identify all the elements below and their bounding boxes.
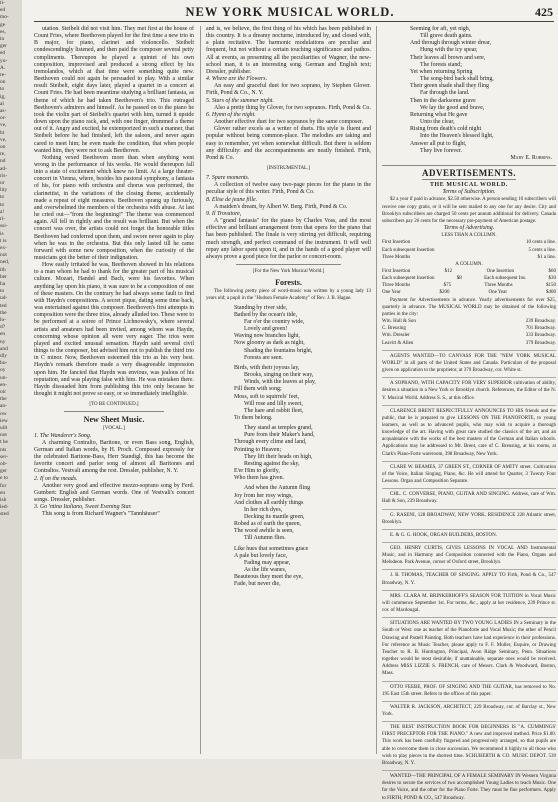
agent-name: Leavitt & Allen xyxy=(382,340,414,346)
previous-page-fragment: re, xyxy=(0,151,6,158)
rate-cell: Each subsequent Insertion xyxy=(382,276,435,282)
rate-row xyxy=(382,239,556,246)
poem-line: Answer all put to flight, xyxy=(410,140,467,147)
poem-source: [For the New York Musical World.] xyxy=(252,269,325,274)
advertisement: MRS. CLARA M. BRINKERHOFF'S SEASON FOR TUITION in Vocal Music will commence September 1st. For terms, &c., apply at her residence, 239 Prince st. cor. of Macdougal. xyxy=(382,590,556,614)
previous-page-fragment: oir xyxy=(0,388,6,395)
previous-page-fragment: a! xyxy=(0,208,5,215)
poem-line: Rising from death's cold night xyxy=(410,126,482,133)
rate-cell: $30 xyxy=(548,276,556,282)
poem-line: And clothes all earthly things xyxy=(234,499,304,506)
rate-cell: $200 xyxy=(439,290,450,296)
poem-line: They lift their heads on high, xyxy=(244,453,313,460)
poem-body xyxy=(206,305,371,589)
previous-page-fragment: ber xyxy=(0,273,7,280)
rate-row xyxy=(382,282,556,289)
item-text: A "grand fantasia" for the piano by Charles Voss, and the most effective and brilliant arrangement from that opera for the piano that has been published. The finale is very stirring yet difficult, requiring much strength, and perfect command of the instrument. It will well repay any labor spent upon it, and in the hands of a good player will always prove a good piece for the parlor or concert-room. xyxy=(206,218,371,260)
poem-line: Beauteous they meet the eye, xyxy=(234,574,303,581)
rate-cell: $60 xyxy=(548,269,556,274)
column-1 xyxy=(34,26,194,756)
previous-page-fragment: yo- xyxy=(0,57,8,64)
advertisement: AGENTS WANTED—TO CANVASS FOR THE "NEW YORK MUSICAL WORLD" in all parts of the United States and Canada. Particulars of the proposal given on application to the proprietor, at 379 Broadway, cor. White st. xyxy=(382,350,556,374)
poem-line: Lovely and green! xyxy=(244,326,288,333)
rates-subheading: LESS THAN A COLUMN. xyxy=(441,233,497,239)
item-text: An easy and graceful duet for two soprano, by Stephen Glover. Firth, Pond & Co., N. Y. xyxy=(206,83,371,97)
poem-continuation xyxy=(382,26,556,155)
poem-line: Who them has given. xyxy=(234,475,285,482)
advertisements-heading: ADVERTISEMENTS. xyxy=(422,167,516,178)
advertisement: WALTER R. JACKSON, ARCHITECT, 229 Broadway, cor. of Barclay st., New York. xyxy=(382,701,556,718)
previous-page-fragment: the xyxy=(0,396,7,403)
advertisement: CLARE W. BEAMES, 37 GREEN ST., CORNER OF AMITY street. Cultivation of the Voice, Italian Singing, Piano, &c. He will attend for Quarter, 3 Twenty Four Lessons. Organ and Composition Separate. xyxy=(382,461,556,485)
rate-value: 10 cents a line. xyxy=(526,240,556,246)
rate-cell: $75 xyxy=(443,283,452,289)
item-text: A maiden's dream, by Albert W. Berg. Firth, Pond & Co. xyxy=(214,203,348,210)
poem-line: Far o'er the country wide, xyxy=(244,318,305,325)
previous-page-fragment: led- xyxy=(0,504,9,511)
advertisement: THE BEST INSTRUCTION BOOK FOR BEGINNERS IS "A. CUMMINGS' FIRST PRECEPTOR FOR THE PIANO." A new and improved method. Price $1.00. This work has been carefully fingered and progressively arranged, so that pupils are able to overcome them in close succession. We recommend it highly to all those who wish to play pieces in the shortest time. SCHUBERTH & CO. MUSIC DEPOT. 539 Broadway, N. Y. xyxy=(382,721,556,767)
poem-line: And when the Autumn fling xyxy=(244,485,311,492)
poem-title: Forests. xyxy=(275,278,302,288)
previous-page-fragment: en xyxy=(0,489,6,496)
item-title: 5. Stars of the summer night. xyxy=(206,97,274,104)
item-text: A charming Contralto, Baritone, or even Bass song, English, German and Italian words, by H. Proch. Composed expressly for the celebrated Baritone-Bass, Herr Standigl, this has become the favorite concert and parlor song of almost all Baritones and Contraltos. Vestvali among the rest. Dressler, publisher, N. Y. xyxy=(34,439,194,475)
agent-row xyxy=(382,325,556,332)
article-paragraph: How easily irritated he was, Beethoven showed in his relations to a man whom he had to thank for the greater part of his musical culture. Mozart, Handel and Bach, were his favorites. When anything lay upon his piano, it was sure to be a composition of one of these masters. On the contrary he had always some fault to find with Haydn's compositions. A secret pique, dating some time back, was entertained against this composer. Beethoven's first attempts in composition were the three trios, already alluded too. These were to be performed at a soiree of Prince Lichnowsky's, where several artists and amateurs had been invited, among whom was Haydn, concerning whose opinion all were very eager. The trios were played and excited unusual sensation. Haydn said several civil things to the composer, but advised him not to publish the third trio in C minor. Now, Beethoven esteemed this trio as his very best. Haydn's remark therefore made a very disagreeable impression upon him. He fancied that Haydn was envious, was jealous of his reputation, and was playing false with him. He was mistaken there. Haydn dissuaded him from publishing this trio only because he thought it might not prove so easy, or so immediately intelligible. xyxy=(34,262,194,397)
previous-page-fragment: ho- xyxy=(0,360,8,367)
previous-page-fragment: ger xyxy=(0,43,7,50)
advertisement: J. B. THOMAS, TEACHER OF SINGING. APPLY TO Firth, Pond & Co., 547 Broadway, N. Y. xyxy=(382,569,556,586)
previous-page-fragment: ud- xyxy=(0,295,8,302)
previous-page-fragment: ge xyxy=(0,21,6,28)
previous-page-fragment: ad- xyxy=(0,165,7,172)
poem-author: Mary E. Robbins. xyxy=(510,154,552,161)
previous-page-fragment: ve, xyxy=(0,136,7,143)
previous-page-fragment: ser- xyxy=(0,453,8,460)
poem-line: As the life wanes, xyxy=(244,567,287,574)
advertisement: G. RASENI, 128 BROADWAY, NEW YORK. RESIDENCE 228 Atlantic street, Brooklyn. xyxy=(382,509,556,526)
poem-line: Moss, soft to squirrels' feet, xyxy=(234,393,300,400)
rate-cell: $400 xyxy=(545,290,556,296)
advertisement: E. & G. G. HOOK, ORGAN BUILDERS, BOSTON. xyxy=(382,529,556,539)
agent-row xyxy=(382,332,556,339)
agent-name: Wm. Hall & Son xyxy=(382,319,416,325)
agent-name: Wm. Dressler xyxy=(382,333,410,339)
previous-page-fragment: to xyxy=(0,86,5,93)
poem-line: Will rose and lilly sweet, xyxy=(244,400,303,407)
rate-row xyxy=(382,268,556,275)
newspaper-page xyxy=(22,0,558,801)
advertisement: SITUATIONS ARE WANTED BY TWO YOUNG LADIES IN a Seminary in the South or West: one as teacher of the Pianoforte and Vocal Music; the other of Pencil Drawing and Pastell Painting. Both teachers have had experience in their professions. For reference as Music Teacher, please apply to F. F. Muller, Esquire, or Drawing Teacher to R. B. Huntington, Principal, Avon Ridge Seminary, Penn. Situations together would be most desirable; if unattainable, separate ones would be received. Address MISS LIZZIE S. FRENCH, care of Messrs. Clark & Woodward, Boston, Mass. xyxy=(382,617,556,677)
previous-page-fragment: un- xyxy=(0,374,8,381)
poem-line: Then in the darksome grave xyxy=(410,97,476,104)
previous-page-fragment: t is xyxy=(0,237,7,244)
rate-value: $1 a line. xyxy=(537,254,556,260)
previous-page-fragment: on xyxy=(0,144,6,151)
agent-address: 239 Broadway. xyxy=(525,319,556,325)
agent-row xyxy=(382,318,556,325)
previous-page-fragment: ith xyxy=(0,266,6,273)
poem-line: Yet when returning Spring xyxy=(410,68,473,75)
previous-page-fragment: ris- xyxy=(0,172,8,179)
previous-page-fragment: ger xyxy=(0,468,7,475)
page-number: 425 xyxy=(535,5,553,19)
previous-page-fragment: and xyxy=(0,345,8,352)
agent-row xyxy=(382,340,556,347)
terms-advertising-heading: Terms of Advertising. xyxy=(443,225,495,232)
previous-page-fragment: re- xyxy=(0,72,6,79)
previous-page-fragment: mo- xyxy=(0,14,9,21)
previous-page-fragment: oy xyxy=(0,367,6,374)
previous-page-fragment: dly xyxy=(0,352,7,359)
poem-line: Now gloomy as dark as night, xyxy=(234,340,305,347)
item-title: 8. Elise de jeune fille. xyxy=(206,196,258,203)
previous-page-fragment: nd xyxy=(0,158,6,165)
poem-line: Through every clime and land, xyxy=(234,439,307,446)
poem-line: Joy from her rosy wings, xyxy=(234,492,293,499)
previous-page-fragment: ri- xyxy=(0,216,6,223)
poem-line: Into the Heaven's blessed light, xyxy=(420,133,494,140)
poem-line: The song-bird back shall bring, xyxy=(420,76,494,83)
item-text: This song is from Richard Wagner's "Tannhäuser" xyxy=(42,511,160,518)
rate-cell: One Year xyxy=(382,290,401,296)
poem-line: Fading may appear, xyxy=(244,559,291,566)
advertisement: A SOPRANO, WITH CAPACITY FOR VERY SUPERIOR cultivation of ability, desires a situation in a New York or Brooklyn church. References, the Editor of the N. Y. Musical World. Address S. S., at this office. xyxy=(382,377,556,401)
poem-line: A pale but lovely face, xyxy=(234,552,288,559)
rate-row xyxy=(382,275,556,282)
poem-line: The forests stand; xyxy=(420,61,462,68)
poem-line: Decking its mantle green, xyxy=(244,514,305,520)
previous-page-fragment: lity xyxy=(0,187,8,194)
poem-line: Till Autumn flies. xyxy=(244,535,286,542)
item-title: 4. Where are the Flowers. xyxy=(206,76,268,83)
poem-line: Pure from their Maker's hand, xyxy=(244,432,315,439)
column-3 xyxy=(382,26,556,801)
masthead-rule xyxy=(34,21,554,22)
advertisement: OTTO FEEBE, PROF. OF SINGING AND THE GUITAR, has removed to No. 195 East 15th street. Refers to the offices of this paper. xyxy=(382,681,556,698)
item-title: 9. Il Trovatore, xyxy=(206,210,242,217)
previous-page-fragment: ig, xyxy=(0,93,6,100)
previous-page-fragment: the xyxy=(0,309,7,316)
poem-line: Their green shade shall they fling xyxy=(410,83,490,90)
poem-line: Robed as of earth the queen, xyxy=(234,521,302,528)
item-text: Another very good and effective mezzo-soprano song by Ferd. Gumbert: English and German words. One of Vestvali's concert songs. Dressler, publisher. xyxy=(34,482,194,503)
item-text: Glover rather excels as a writer of duets. His style is fluent and popular without being common-place. The melodies are taking and easy to remember, yet when somewhat difficult. But there is seldom any difficulty: and the accompaniments are neatly finished. Firth, Pond & Co. xyxy=(206,126,371,161)
poem-line: Winds, with the leaves at play, xyxy=(244,379,316,386)
previous-page-fragment: to xyxy=(0,194,5,201)
agent-address: 379 Broadway. xyxy=(525,340,556,346)
previous-page-fragment: lo- xyxy=(0,316,6,323)
instrumental-label: [INSTRUMENTAL.] xyxy=(266,165,311,171)
previous-page-fragment: ex- xyxy=(0,244,7,251)
previous-page-fragment: an- xyxy=(0,403,7,410)
item-text: Another effective duet for two sopranos by the same composer. xyxy=(214,119,364,126)
column-divider xyxy=(376,26,377,754)
terms-subscription-heading: Terms of Subscription. xyxy=(442,189,496,196)
poem-line: Bathed by the ocean's tide, xyxy=(234,311,298,318)
agent-name: C. Breusing xyxy=(382,326,406,332)
rate-label: Three Months xyxy=(382,254,411,260)
rate-label: First Insertion xyxy=(382,240,411,246)
advertisement: GEO. HENRY CURTIS, GIVES LESSONS IN VOCAL AND Instrumental Music, and in Harmony and Composition connected with the Piano, Organs and Melodeon. Park Avenue, corner of Oxford street, Brooklyn. xyxy=(382,542,556,566)
rate-row xyxy=(382,254,556,261)
poem-line: Pointing to Heaven; xyxy=(234,446,282,453)
item-title: 7. Spare moments. xyxy=(206,175,250,182)
previous-page-fragment: ob- xyxy=(0,461,8,467)
poem-line: Waving now branches light, xyxy=(234,333,300,340)
poem-line: They live forever. xyxy=(420,147,463,154)
poem-line: And through through winter drear, xyxy=(410,40,492,47)
column-divider xyxy=(200,26,201,754)
previous-page-fragment: ti- xyxy=(0,0,5,6)
poem-line: Fill them with song; xyxy=(234,386,282,393)
column-rates-table xyxy=(382,268,556,297)
vocal-label: [VOCAL.] xyxy=(103,426,125,432)
previous-page-fragment: d? xyxy=(0,324,6,331)
poem-line: Far through the land. xyxy=(420,90,470,97)
agent-address: 333 Broadway. xyxy=(525,333,556,339)
poem-line: To them belong. xyxy=(234,414,273,421)
rate-label: Each subsequent Insertion xyxy=(382,247,435,253)
previous-page-fragment: ve, xyxy=(0,122,7,129)
poem-line: Like hues that sometimes grace xyxy=(234,545,309,552)
poem-line: Brooks, singing on their way, xyxy=(244,372,314,379)
rates2-subheading: A COLUMN. xyxy=(455,261,483,267)
poem-line: Unto the clear, xyxy=(420,119,455,126)
poem-line: In her rich dyes, xyxy=(244,506,283,513)
rate-cell: $150 xyxy=(545,283,556,289)
rate-cell: $8 xyxy=(456,276,462,282)
article-paragraph: and is, we believe, the first thing of his which has been published in this country. It is a dreamy nocturne, introduced by, and closed with, a plain recitative. The harmonic modulations are peculiar and frequent, but not without a certain touching significance and pathos. All at events, as presenting all the peculiarities of Wagner, the new-school man, it is an interesting song. German and English text; Dressler, publisher. xyxy=(206,26,371,75)
previous-page-fragment: ssi- xyxy=(0,223,8,230)
terms-text: $2 a year if paid in advance, $2.50 otherwise. A person sending 10 subscribers will receive one copy gratis, or it will be sent mailed to any one for any desire. City and Brooklyn subscribers are charged 50 cents per annum additional for delivery. Canada subscribers pay 26 cents for the necessary pre-payment of American postage. xyxy=(382,197,556,224)
item-title: 1. The Wanderer's Song. xyxy=(34,432,92,439)
previous-page-fragment: iew xyxy=(0,417,8,424)
item-text: A collection of twelve easy two-page pieces for the piano in the peculiar style of this writer. Firth, Pond & Co. xyxy=(206,182,371,196)
item-text: Also a pretty thing by Glover, for two sopranos. Firth, Pond & Co. xyxy=(214,104,371,111)
advertisement: WANTED—THE PRINCIPAL OF A FEMALE SEMINARY IN Western Virginia desires to secure the services of two accomplished Young Ladies to teach Music. One for the Voice, and the other for the Piano Forte. They must be fine performers. Apply to FIRTH, POND & CO., 547 Broadway. xyxy=(382,770,556,802)
item-title: 2. If on the meads. xyxy=(34,475,78,482)
item-title: 6. Hymn of the night. xyxy=(206,111,256,118)
article-paragraph: utation. Steibelt did not visit him. They met first at the house of Count Fries, where Beethoven played for the first time a new trio in B major, for piano, clarinet and violoncello. Steibelt condescendingly listened, and then paid the composer several petty compliments. Thereupon he played a quintet of his own composition, improvised and produced a strong effect by his tremolandos, which at that time were something quite new. Beethoven could not again be persuaded to play. With a similar result Steibelt, eight days later, played a quartet in a concert at Count Fries. He had been meantime studying a brilliant fantasia, as theme of which he had taken Beethoven's trio. This outraged Beethoven's admirers and himself. As he passed on to the piano he took the violin part of Steibelt's quartet with him, turned it upside down upon the piano rack, and, with one finger, drummed a theme out of it. Angry and excited, he extemporized in such a manner, that Steibelt before he had finished, left the saloon, and never again cared to meet him; he even made the condition, that when people wanted him, they were not to ask Beethoven. xyxy=(34,26,194,154)
poem-line: We lay the good and brave, xyxy=(420,104,485,111)
masthead-title: NEW YORK MUSICAL WORLD. xyxy=(185,5,395,19)
poem-line: Hung with the icy spear, xyxy=(420,47,478,54)
poem-line: Birds, with their joyous lay, xyxy=(234,364,300,371)
previous-page-fragment: al xyxy=(0,100,4,107)
poem-line: The wood awhile is seen, xyxy=(234,528,294,535)
previous-page-fragment: in xyxy=(0,36,5,43)
previous-page-fragment: sted xyxy=(0,511,9,518)
previous-page-fragment: for xyxy=(0,482,7,489)
rate-value: 5 cents a line. xyxy=(528,247,556,253)
previous-page-fragment: as- xyxy=(0,108,7,115)
previous-page-fragment: or- xyxy=(0,115,7,122)
previous-page-fragment: ish xyxy=(0,497,7,504)
previous-page-strip xyxy=(0,0,22,759)
rates-note: Payment for Advertisements in advance. Yearly advertisements for over $25, quarterly in advance. The MUSICAL WORLD may be obtained of the following parties in the city: xyxy=(382,297,556,317)
previous-page-fragment: to xyxy=(0,288,5,295)
rate-cell: Three Months xyxy=(484,283,513,289)
poem-line: Fade, but never die, xyxy=(234,581,281,588)
poem-line: Returning what He gave xyxy=(410,111,468,118)
previous-page-fragment: en xyxy=(0,331,6,338)
previous-page-fragment: en- xyxy=(0,381,7,388)
previous-page-fragment: ted xyxy=(0,302,7,309)
previous-page-fragment: A. xyxy=(0,64,6,71)
poem-line: Till grave death gains. xyxy=(420,33,473,40)
advertisement: CLARENCE BRENT RESPECTFULLY ANNOUNCES TO HIS friends and the public, that he is prepared to give LESSONS ON THE PIANOFORTE, to young learners, as well as to advanced pupils, who may wish to acquire a thorough knowledge of the art. Having with great care studied the classics of the art, and an acquaintance with the works of the best masters of the German and Italian schools. Applications may be addressed to Mr. Brent, care of C. Breusing, at his rooms, at Clark's Piano-Forte wareroom, 398 Broadway, New York. xyxy=(382,405,556,458)
advertisement: CHL. C. CONVERSE, PIANO, GUITAR AND SINGING. Address, care of Wm. Hall & Son, 239 Broadway. xyxy=(382,488,556,505)
previous-page-fragment: ny xyxy=(0,338,6,345)
previous-page-fragment: ow xyxy=(0,410,7,417)
previous-page-fragment: not xyxy=(0,432,7,439)
rate-cell: First Insertion xyxy=(382,269,411,274)
musical-world-title: THE MUSICAL WORLD. xyxy=(430,182,508,189)
ads-list xyxy=(382,350,556,802)
poem-line: They stand as temples grand, xyxy=(244,425,313,432)
previous-page-fragment: ur xyxy=(0,180,5,187)
previous-page-fragment: not xyxy=(0,252,7,259)
poem-line: Standing by river side, xyxy=(234,304,288,311)
column-2 xyxy=(206,26,371,756)
poem-line: Forests are seen. xyxy=(244,354,284,361)
previous-page-fragment: ed xyxy=(0,7,6,14)
poem-line: Seeming for aft, yet nigh, xyxy=(410,26,471,32)
agent-address: 701 Broadway. xyxy=(525,326,556,332)
rate-row xyxy=(382,289,556,296)
rate-cell: Three Months xyxy=(382,283,411,289)
poem-line: The hare and rabbit fleet, xyxy=(244,407,304,414)
poem-line: Their leaves all brown and sere, xyxy=(410,54,486,61)
rate-cell: Each subsequent Ins. xyxy=(484,276,527,282)
poem-line: E'er Him to glorify, xyxy=(234,468,280,475)
previous-page-fragment: on xyxy=(0,79,6,86)
previous-page-fragment: to xyxy=(0,201,5,208)
rate-cell: One Insertion xyxy=(486,269,514,274)
previous-page-fragment: e to xyxy=(0,475,8,482)
previous-page-fragment: ha xyxy=(0,280,6,287)
to-be-continued: [TO BE CONTINUED.] xyxy=(89,402,139,408)
previous-page-fragment: is xyxy=(0,230,4,237)
previous-page-fragment: ned, xyxy=(0,259,10,266)
previous-page-fragment: uilt xyxy=(0,424,8,431)
article-paragraph: Nothing vexed Beethoven more than when anything went wrong in the performance of his works. He would thereupon fall into a state of excitement which knew no limit. At a large theater-concert in Vienna, where, besides his pastoral symphony, a fantasia of his, for piano with orchestra and chorus was performed, the clarinettist, in the variations of the closing theme, accidentally made a repeat of eight measures. Beethoven sprang up furiously, and overwhelmed the members of the orchestra with abuse. At last he cried out—"from the beginning!" The theme was commenced again. All fell in rightly and the result was brilliant. But when the concert was over, the artists could not forget the honorable titles Beethoven had conferred upon them, and swore never again to play when he was in the orchestra. But this only lasted till he came forward with some new composition, when the curiosity of the musicians got the better of their indignation. xyxy=(34,154,194,261)
rates-table xyxy=(382,239,556,260)
rate-row xyxy=(382,247,556,254)
previous-page-fragment: es, xyxy=(0,28,6,35)
poem-line: Shading the fountains bright, xyxy=(244,347,313,354)
previous-page-fragment: ed xyxy=(0,50,6,57)
rate-cell: One Year xyxy=(488,290,508,296)
rate-cell: $12 xyxy=(444,269,453,274)
item-title: 3. Go 'ntina Italiano, Sweet Evening Star. xyxy=(34,504,132,511)
previous-page-fragment: ht xyxy=(0,129,5,136)
poem-intro: The following pretty piece of word-music was written by a young lady 13 years old; a pupil in the "Hudson Female Academy" of Rev. J. B. Hague. xyxy=(206,289,371,302)
previous-page-fragment: t he xyxy=(0,439,8,446)
poem-line: Resting against the sky, xyxy=(244,460,300,467)
previous-page-fragment: nts xyxy=(0,446,7,453)
sheet-music-heading: New Sheet Music. xyxy=(83,415,145,425)
agents-list xyxy=(382,318,556,347)
